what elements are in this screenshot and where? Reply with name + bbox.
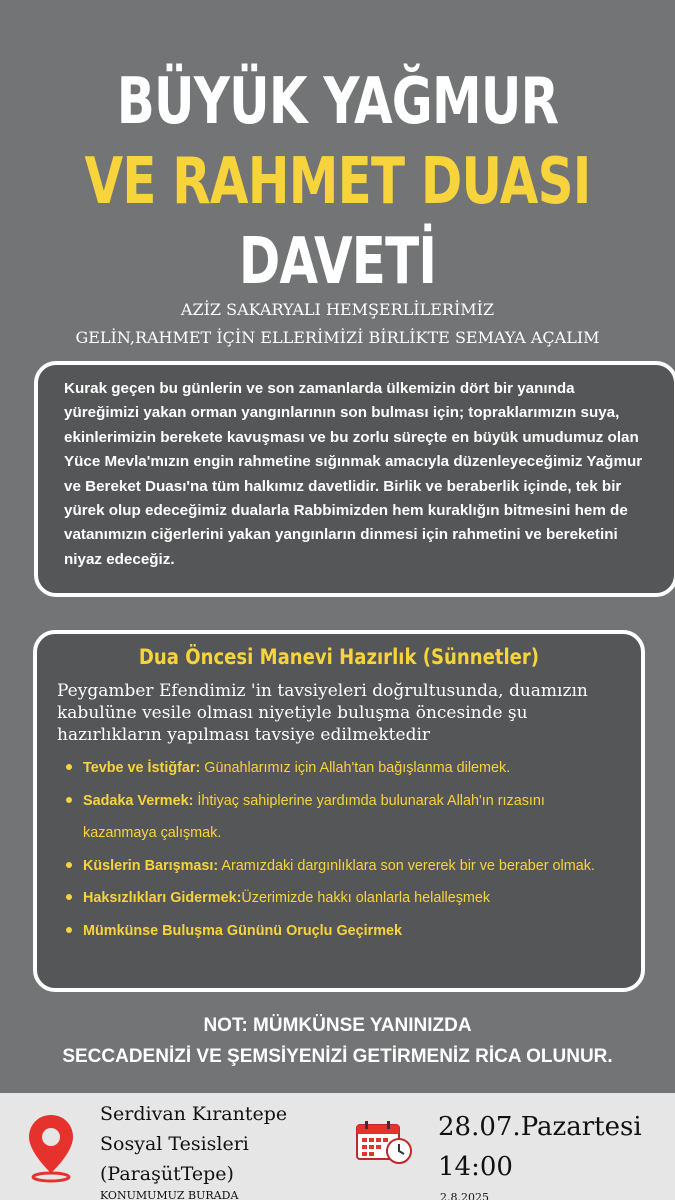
bullet-icon xyxy=(66,927,72,933)
preparation-list xyxy=(83,752,615,947)
item-label: Sadaka Vermek: xyxy=(83,792,194,809)
bullet-icon xyxy=(66,764,72,770)
location-line-2: Sosyal Tesisleri xyxy=(100,1133,249,1155)
location-line-3: (ParaşütTepe) xyxy=(100,1163,234,1185)
calendar-clock-icon xyxy=(355,1119,413,1170)
bullet-icon xyxy=(66,797,72,803)
event-location xyxy=(100,1099,287,1189)
poster-title xyxy=(0,62,675,302)
note-line-1: NOT: MÜMKÜNSE YANINIZDA xyxy=(203,1015,472,1036)
item-label: Haksızlıkları Gidermek: xyxy=(83,890,242,906)
item-label: Mümkünse Buluşma Gününü Oruçlu Geçirmek xyxy=(83,922,403,939)
item-text: Günahlarımız için Allah'tan bağışlanma dilemek. xyxy=(200,760,511,776)
item-text: Üzerimizde hakkı olanlarla helalleşmek xyxy=(241,890,491,906)
title-line-1: BÜYÜK YAĞMUR xyxy=(116,65,559,139)
item-label: Küslerin Barışması: xyxy=(83,857,219,874)
item-label: Tevbe ve İstiğfar: xyxy=(83,760,201,776)
event-info-footer xyxy=(0,1093,675,1200)
note-line-2: SECCADENİZİ VE ŞEMSİYENİZİ GETİRMENİZ RİCA OLUNUR. xyxy=(62,1046,613,1067)
title-line-2: VE RAHMET DUASI xyxy=(84,145,591,219)
event-time: 14:00 xyxy=(438,1152,513,1182)
event-date: 28.07.Pazartesi xyxy=(438,1112,642,1142)
title-line-3: DAVETİ xyxy=(238,225,437,299)
preparation-intro: Peygamber Efendimiz 'in tavsiyeleri doğrultusunda, duamızın kabulüne vesile olması niyetiyle buluşma öncesinde şu hazırlıkların yapılması tavsiye edilmektedir xyxy=(57,681,588,745)
event-date-extra: 2.8.2025 xyxy=(440,1191,489,1200)
location-line-1: Serdivan Kırantepe xyxy=(100,1103,288,1125)
subtitle-line-2: GELİN,RAHMET İÇİN ELLERİMİZİ BİRLİKTE SEMAYA AÇALIM xyxy=(75,328,600,347)
note xyxy=(0,1010,675,1072)
preparation-box xyxy=(33,630,645,992)
invitation-text: Kurak geçen bu günlerin ve son zamanlarda ülkemizin dört bir yanında yüreğimizi yakan orman yangınlarının son bulması için; topraklarımızın suya, ekinlerimizin berekete kavuşması ve bu zorlu süreçte en büyük umudumuz olan Yüce Mevla'mızın engin rahmetine sığınmak amacıyla düzenleyeceğimiz Yağmur ve Bereket Duası'na tüm halkımız davetlidir. Birlik ve beraberlik içinde, tek bir yürek olup edeceğimiz dualarla Rabbimizden hem kuraklığın bitmesini hem de vatanımızın ciğerlerini yakan yangınların dinmesi için rahmetini ve bereketini niyaz edeceğiz. xyxy=(64,380,643,568)
list-item xyxy=(83,850,615,883)
event-datetime xyxy=(438,1107,642,1187)
invitation-box xyxy=(34,361,675,597)
subtitle xyxy=(0,296,675,352)
location-map-link[interactable]: KONUMUMUZ BURADA xyxy=(100,1189,239,1200)
list-item xyxy=(83,915,615,948)
item-text: Aramızdaki dargınlıklara son vererek bir ve beraber olmak. xyxy=(218,857,595,874)
list-item xyxy=(83,785,615,850)
bullet-icon xyxy=(66,894,72,900)
map-pin-icon xyxy=(26,1113,76,1188)
item-text: İhtiyaç sahiplerine yardımda bulunarak Allah'ın rızasını kazanmaya çalışmak. xyxy=(83,792,545,841)
list-item xyxy=(83,752,615,785)
subtitle-line-1: AZİZ SAKARYALI HEMŞERLİLERİMİZ xyxy=(180,300,495,319)
preparation-title: Dua Öncesi Manevi Hazırlık (Sünnetler) xyxy=(138,645,540,669)
bullet-icon xyxy=(66,862,72,868)
list-item xyxy=(83,882,615,915)
